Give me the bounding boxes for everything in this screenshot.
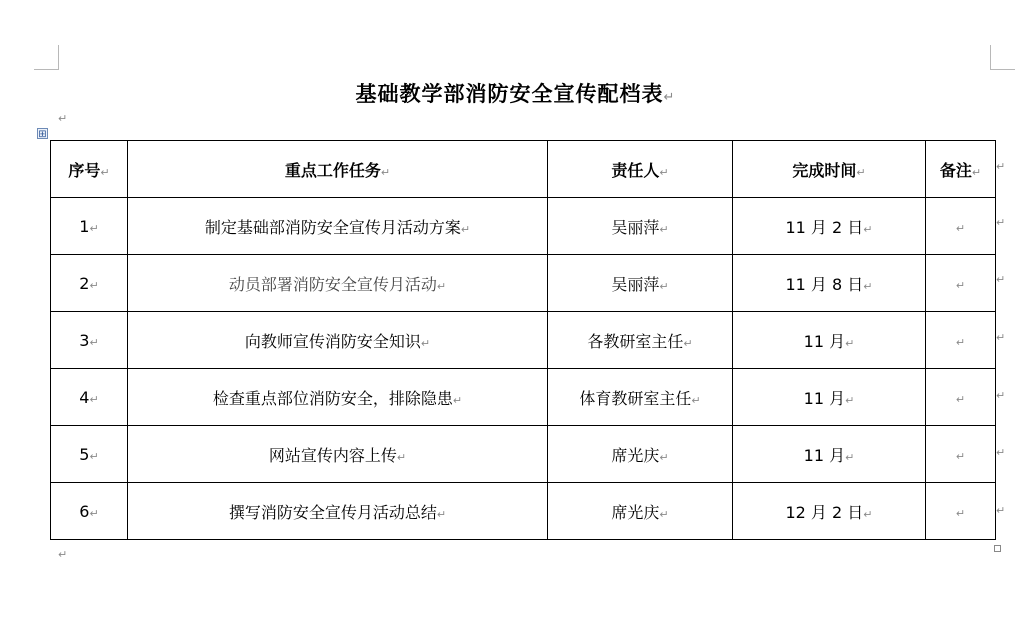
row-end-mark-icon: ↵	[996, 331, 1006, 344]
cell-mark-icon: ↵	[89, 449, 99, 463]
row-end-mark-icon: ↵	[996, 504, 1006, 517]
cell-mark-icon: ↵	[89, 335, 99, 349]
cell-text: 吴丽萍	[611, 217, 660, 237]
row-end-mark-icon: ↵	[996, 160, 1006, 173]
cell-mark-icon: ↵	[691, 393, 701, 407]
cell-text: 12 月 2 日	[785, 502, 864, 522]
cell-text: 向教师宣传消防安全知识	[244, 331, 421, 351]
cell-mark-icon: ↵	[845, 336, 855, 350]
header-label: 备注	[939, 160, 972, 180]
cell-text: 11 月	[803, 388, 846, 408]
cell-deadline[interactable]	[733, 426, 926, 483]
cell-mark-icon: ↵	[659, 165, 669, 179]
cell-text: 体育教研室主任	[579, 388, 692, 408]
cell-mark-icon: ↵	[100, 165, 110, 179]
cell-owner[interactable]	[548, 369, 733, 426]
header-cell-index[interactable]	[51, 141, 128, 198]
cell-text: 6	[79, 501, 90, 521]
cell-text: 2	[79, 273, 90, 293]
cell-owner[interactable]	[548, 312, 733, 369]
cell-mark-icon: ↵	[863, 222, 873, 236]
cell-text: 5	[79, 444, 90, 464]
header-label: 责任人	[611, 160, 660, 180]
document-title[interactable]	[0, 78, 1031, 108]
cell-owner[interactable]	[548, 483, 733, 540]
cell-mark-icon: ↵	[955, 278, 966, 292]
cell-text: 检查重点部位消防安全，排除隐患	[212, 388, 453, 408]
cell-text: 动员部署消防安全宣传月活动	[228, 274, 437, 294]
cell-mark-icon: ↵	[436, 507, 447, 521]
cell-task[interactable]	[128, 312, 548, 369]
table-row	[51, 369, 996, 426]
cell-text: 制定基础部消防安全宣传月活动方案	[204, 217, 461, 237]
table-row	[51, 426, 996, 483]
cell-mark-icon: ↵	[420, 336, 431, 350]
cell-mark-icon: ↵	[659, 222, 669, 236]
header-cell-task[interactable]	[128, 141, 548, 198]
cell-mark-icon: ↵	[856, 165, 866, 179]
header-cell-deadline[interactable]	[733, 141, 926, 198]
cell-note[interactable]	[926, 483, 996, 540]
row-end-mark-icon: ↵	[996, 216, 1006, 229]
cell-task[interactable]	[128, 483, 548, 540]
cell-mark-icon: ↵	[89, 392, 99, 406]
page-corner-top-right	[990, 45, 1015, 70]
row-end-mark-icon: ↵	[996, 273, 1006, 286]
cell-mark-icon: ↵	[971, 165, 982, 179]
cell-mark-icon: ↵	[659, 279, 669, 293]
page-corner-top-left	[34, 45, 59, 70]
cell-deadline[interactable]	[733, 483, 926, 540]
cell-index[interactable]	[51, 255, 128, 312]
cell-mark-icon: ↵	[683, 336, 693, 350]
header-cell-note[interactable]	[926, 141, 996, 198]
header-label: 重点工作任务	[284, 160, 381, 180]
table-row	[51, 198, 996, 255]
cell-deadline[interactable]	[733, 312, 926, 369]
cell-mark-icon: ↵	[436, 279, 447, 293]
header-cell-owner[interactable]	[548, 141, 733, 198]
cell-mark-icon: ↵	[89, 278, 99, 292]
cell-note[interactable]	[926, 312, 996, 369]
fire-safety-schedule-table	[50, 140, 996, 540]
cell-index[interactable]	[51, 483, 128, 540]
cell-text: 网站宣传内容上传	[268, 445, 397, 465]
cell-index[interactable]	[51, 312, 128, 369]
cell-text: 席光庆	[611, 445, 660, 465]
cell-mark-icon: ↵	[659, 450, 669, 464]
cell-mark-icon: ↵	[863, 279, 873, 293]
cell-note[interactable]	[926, 369, 996, 426]
cell-task[interactable]	[128, 369, 548, 426]
cell-mark-icon: ↵	[955, 449, 966, 463]
cell-deadline[interactable]	[733, 369, 926, 426]
cell-mark-icon: ↵	[955, 506, 966, 520]
row-end-mark-icon: ↵	[996, 446, 1006, 459]
cell-mark-icon: ↵	[955, 335, 966, 349]
cell-text: 11 月 2 日	[785, 217, 864, 237]
cell-deadline[interactable]	[733, 198, 926, 255]
cell-owner[interactable]	[548, 426, 733, 483]
table-move-handle-icon[interactable]: ⊞	[38, 129, 47, 140]
title-text[interactable]: 基础教学部消防安全宣传配档表	[355, 81, 664, 106]
cell-owner[interactable]	[548, 198, 733, 255]
cell-owner[interactable]	[548, 255, 733, 312]
header-label: 完成时间	[792, 160, 857, 180]
cell-note[interactable]	[926, 255, 996, 312]
table-resize-handle[interactable]	[994, 545, 1001, 552]
header-label: 序号	[68, 160, 101, 180]
cell-text: 撰写消防安全宣传月活动总结	[228, 502, 437, 522]
cell-text: 1	[79, 216, 90, 236]
row-end-mark-icon: ↵	[996, 389, 1006, 402]
cell-index[interactable]	[51, 198, 128, 255]
paragraph-mark-icon: ↵	[663, 90, 676, 105]
cell-note[interactable]	[926, 426, 996, 483]
cell-mark-icon: ↵	[863, 507, 873, 521]
cell-deadline[interactable]	[733, 255, 926, 312]
table-row	[51, 312, 996, 369]
cell-task[interactable]	[128, 198, 548, 255]
cell-task[interactable]	[128, 255, 548, 312]
cell-index[interactable]	[51, 426, 128, 483]
cell-mark-icon: ↵	[89, 506, 99, 520]
cell-text: 吴丽萍	[611, 274, 660, 294]
cell-text: 席光庆	[611, 502, 660, 522]
cell-text: 各教研室主任	[587, 331, 684, 351]
cell-mark-icon: ↵	[659, 507, 669, 521]
cell-mark-icon: ↵	[460, 222, 471, 236]
cell-mark-icon: ↵	[955, 221, 966, 235]
table-row	[51, 483, 996, 540]
cell-mark-icon: ↵	[845, 393, 855, 407]
cell-mark-icon: ↵	[452, 393, 463, 407]
cell-task[interactable]	[128, 426, 548, 483]
cell-mark-icon: ↵	[845, 450, 855, 464]
cell-index[interactable]	[51, 369, 128, 426]
cell-text: 4	[79, 387, 90, 407]
cell-mark-icon: ↵	[380, 165, 391, 179]
cell-text: 3	[79, 330, 90, 350]
cell-mark-icon: ↵	[89, 221, 99, 235]
cell-text: 11 月	[803, 331, 846, 351]
cell-text: 11 月	[803, 445, 846, 465]
paragraph-mark-icon: ↵	[58, 548, 68, 561]
cell-mark-icon: ↵	[396, 450, 407, 464]
table-row	[51, 255, 996, 312]
paragraph-mark-icon: ↵	[58, 112, 68, 125]
cell-note[interactable]	[926, 198, 996, 255]
cell-mark-icon: ↵	[955, 392, 966, 406]
cell-text: 11 月 8 日	[785, 274, 864, 294]
table-header-row	[51, 141, 996, 198]
